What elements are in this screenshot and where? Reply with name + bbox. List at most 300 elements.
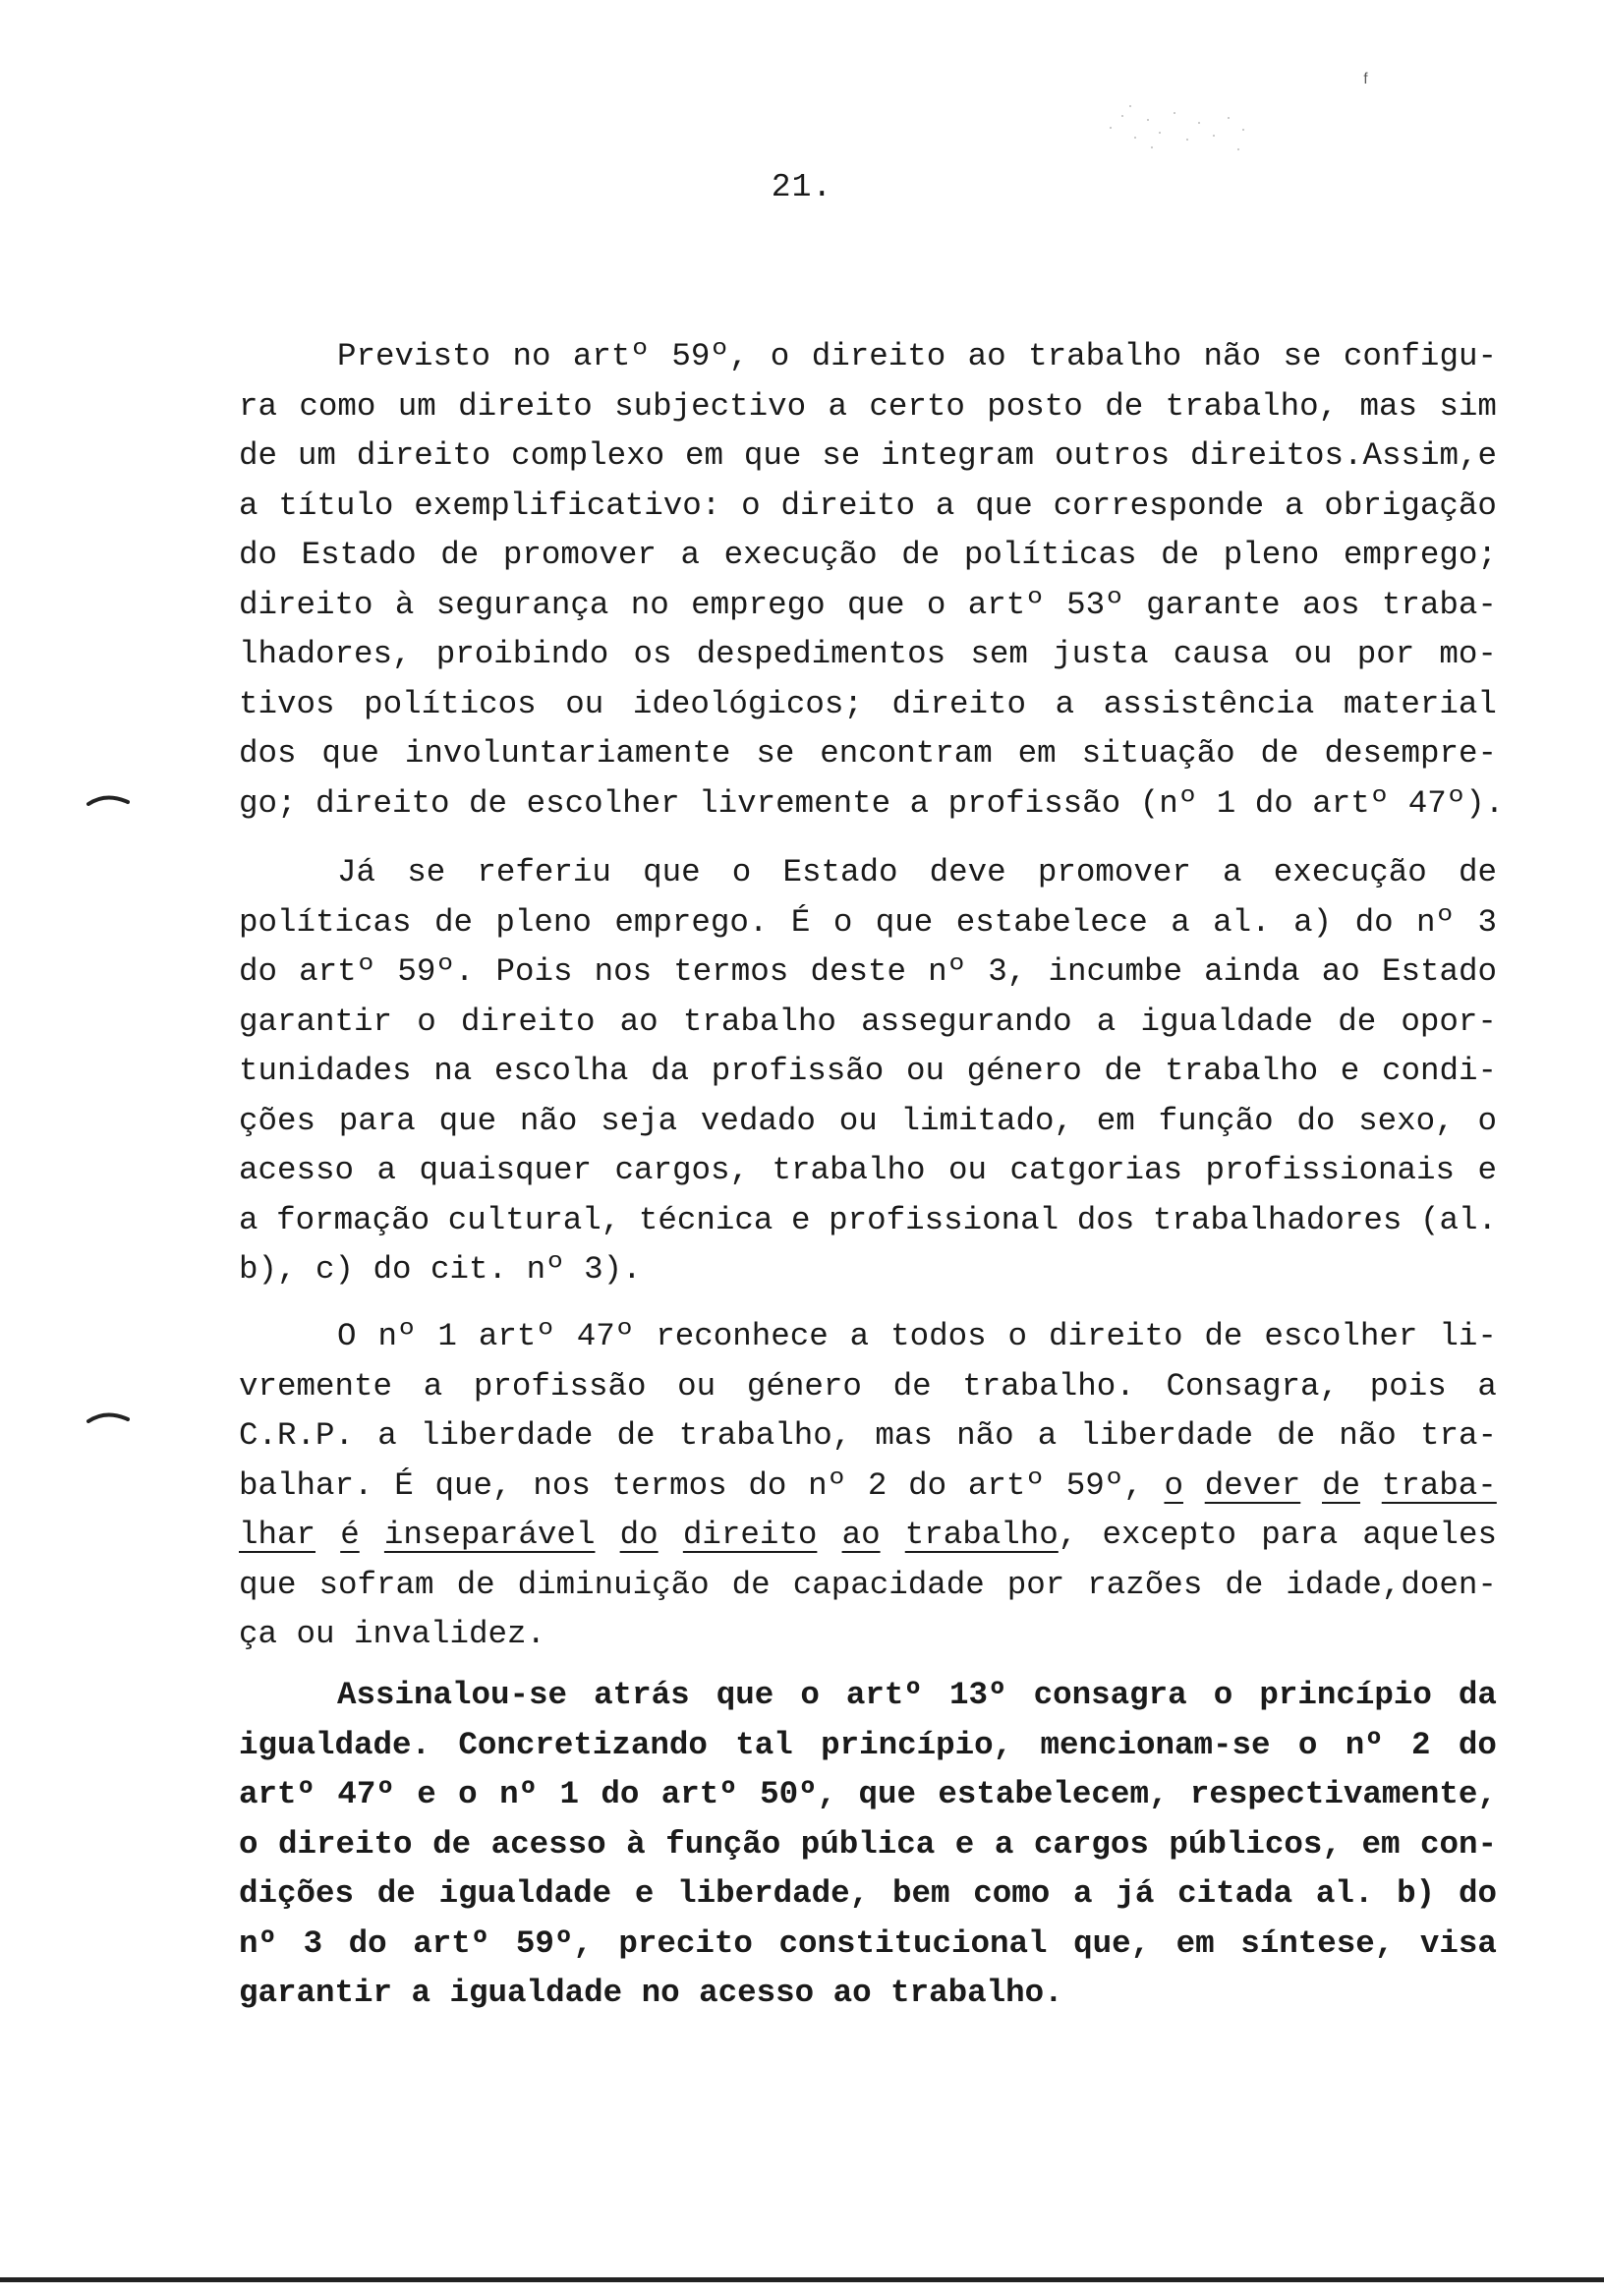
word: pois (1369, 1367, 1447, 1405)
word: respectivamente, (1189, 1776, 1497, 1812)
word: outros (1055, 437, 1171, 474)
word: con- (1419, 1825, 1497, 1863)
page-number: 21. (771, 169, 833, 205)
word: direito (682, 1517, 818, 1553)
word: igualdade. (239, 1726, 431, 1763)
word: direito (780, 487, 916, 524)
word: excepto (1102, 1517, 1237, 1553)
word: ou (677, 1367, 716, 1405)
word: do (908, 1466, 947, 1504)
text-line (239, 1047, 1497, 1097)
text-line (239, 729, 1497, 779)
word: cit. (430, 1251, 508, 1288)
word: igualdade (438, 1875, 612, 1912)
text-line (239, 1196, 1497, 1246)
word: vremente (239, 1367, 393, 1405)
word: mas (875, 1417, 933, 1454)
word: al. (1315, 1875, 1374, 1912)
word: pleno (1223, 537, 1320, 573)
word: do (1458, 1875, 1497, 1912)
word: a (1037, 1417, 1058, 1454)
word: Estado (301, 537, 417, 573)
word: mo- (1439, 636, 1497, 672)
word: nº (499, 1776, 539, 1812)
word: da (651, 1053, 690, 1089)
word: de (433, 903, 473, 941)
word: 59º, (515, 1924, 593, 1962)
word: um (397, 387, 436, 425)
word: de (1161, 537, 1200, 573)
word: de (239, 437, 278, 474)
word: não (519, 1102, 578, 1139)
word: o (1477, 1102, 1497, 1139)
word: ou (565, 685, 604, 722)
word: ou (905, 1053, 945, 1089)
text-line (239, 581, 1497, 631)
word: a (411, 1975, 431, 2011)
word: b) (1397, 1875, 1436, 1912)
word: inseparável (383, 1517, 596, 1553)
word: subjectivo (614, 387, 807, 425)
word: direito (278, 1825, 413, 1863)
word: políticas (963, 537, 1137, 573)
word: termos (611, 1466, 727, 1504)
word: que, (434, 1466, 512, 1504)
word: traba- (1381, 586, 1497, 623)
word: que (716, 1677, 774, 1713)
word: no (630, 586, 669, 623)
word: artº (967, 586, 1045, 623)
text-line (239, 431, 1497, 482)
word: a (935, 487, 955, 524)
word: o (1007, 1318, 1028, 1354)
word: garante (1146, 586, 1281, 623)
word: segurança (435, 586, 609, 623)
word: o (1213, 1677, 1233, 1713)
word: capacidade (792, 1566, 985, 1603)
word: do (748, 1466, 787, 1504)
word: 59º, (1065, 1466, 1143, 1504)
word: li- (1439, 1318, 1497, 1354)
word: a (828, 387, 848, 425)
paragraph-1 (239, 332, 1505, 829)
word: trabalho (1028, 338, 1182, 374)
word: 53º (1066, 586, 1124, 623)
word: de (1277, 1417, 1316, 1454)
word: da (1458, 1677, 1497, 1713)
word: pública (800, 1825, 936, 1863)
word: complexo (511, 437, 665, 474)
word: o (417, 1003, 436, 1040)
word: a (376, 1152, 397, 1188)
word: a (239, 1201, 258, 1238)
word: função (665, 1825, 781, 1863)
word: dos (1076, 1201, 1135, 1238)
word: assistência (1103, 685, 1315, 722)
word: profissão (947, 784, 1121, 822)
word: profissão (473, 1367, 647, 1405)
word: se (1283, 338, 1322, 374)
word: trabalho, (1165, 387, 1339, 425)
word: incumbe (1048, 953, 1182, 990)
word: involuntariamente (404, 735, 731, 772)
word: e (1340, 1053, 1360, 1089)
word: na (433, 1053, 473, 1089)
word: quaisquer (419, 1152, 593, 1188)
word: o (731, 854, 752, 890)
text-line (239, 1362, 1497, 1412)
word: artº (572, 338, 650, 374)
word: trabalho, (904, 1517, 1078, 1553)
word: seja (601, 1102, 678, 1139)
word: de (1322, 1466, 1361, 1504)
bottom-rule (0, 2277, 1604, 2282)
word: artº (478, 1318, 555, 1354)
word: cultural, (447, 1201, 621, 1238)
word: garantir (239, 1003, 393, 1040)
word: configu- (1343, 338, 1497, 374)
word: a (239, 487, 258, 524)
word: e (417, 1776, 436, 1812)
word: direito (315, 784, 450, 822)
word: género (966, 1053, 1082, 1089)
word: no (641, 1975, 680, 2011)
text-line (239, 332, 1497, 382)
word: deste (810, 953, 906, 990)
word: aqueles (1362, 1517, 1497, 1553)
word: trabalhadores (1152, 1201, 1403, 1238)
word: nº (239, 1924, 278, 1962)
word: o (458, 1776, 478, 1812)
word: a (994, 1825, 1014, 1863)
word: a (1171, 903, 1190, 941)
word: nº (526, 1251, 565, 1288)
word: síntese, (1240, 1924, 1395, 1962)
word: proibindo (435, 636, 609, 672)
text-line (239, 482, 1497, 532)
word: ao (619, 1003, 659, 1040)
word: direito (239, 586, 373, 623)
paragraph-3 (239, 1312, 1497, 1660)
word: nº (928, 953, 967, 990)
word: no (512, 338, 551, 374)
word: a (1073, 1875, 1093, 1912)
word: em (1175, 1924, 1215, 1962)
word: profissional (829, 1201, 1060, 1238)
word: igualdade (449, 1975, 623, 2011)
word: 3). (584, 1251, 642, 1288)
word: visa (1419, 1924, 1497, 1962)
word: sim (1439, 387, 1497, 425)
word: formação (276, 1201, 430, 1238)
word: de (456, 1566, 495, 1603)
word: tivos (239, 685, 335, 722)
word: ções (239, 1102, 316, 1139)
word: que (975, 487, 1033, 524)
word: promover (502, 537, 657, 573)
text-line (239, 1411, 1497, 1462)
word: ou (296, 1616, 335, 1652)
word: não (956, 1417, 1014, 1454)
corner-mark: ᶠ (1359, 71, 1373, 95)
word: trabalho. (890, 1975, 1063, 2011)
word: assegurando (861, 1003, 1072, 1040)
word: limitado, (900, 1102, 1074, 1139)
word: sexo, (1358, 1102, 1455, 1139)
word: 2 (1411, 1726, 1431, 1763)
word: integram (881, 437, 1035, 474)
text-line (239, 680, 1497, 730)
word: e (1477, 1152, 1497, 1188)
word: pleno (495, 903, 592, 941)
word: políticos (364, 685, 537, 722)
word: sem (970, 636, 1028, 672)
margin-mark-1 (86, 792, 130, 806)
text-line (239, 947, 1497, 998)
word: o (832, 903, 853, 941)
word: bem (891, 1875, 950, 1912)
word: despedimentos (696, 636, 946, 672)
word: direito (356, 437, 491, 474)
word: do (1296, 1102, 1336, 1139)
word: Concretizando (458, 1726, 708, 1763)
word: por (1006, 1566, 1065, 1603)
word: vedado (700, 1102, 816, 1139)
scan-speckles (1101, 98, 1258, 157)
word: de (376, 1875, 416, 1912)
word: nº (1416, 903, 1456, 941)
text-line (239, 1671, 1497, 1721)
word: de (901, 537, 941, 573)
word: de (1105, 387, 1144, 425)
word: Previsto (337, 338, 491, 374)
word: que (743, 437, 802, 474)
word: termos (673, 953, 789, 990)
word: ou (838, 1102, 878, 1139)
word: razões (1087, 1566, 1203, 1603)
word: do (1254, 784, 1293, 822)
word: profissionais (1205, 1152, 1456, 1188)
word: invalidez. (354, 1616, 546, 1652)
word: Consagra, (1166, 1367, 1340, 1405)
word: de (1338, 1003, 1377, 1040)
word: o (800, 1677, 820, 1713)
word: função (1158, 1102, 1274, 1139)
word: o (770, 338, 790, 374)
word: obrigação (1324, 487, 1497, 524)
word: ra (239, 387, 278, 425)
text-line (239, 1462, 1497, 1512)
word: do (239, 537, 278, 573)
word: deve (929, 854, 1006, 890)
word: em (1361, 1825, 1401, 1863)
word: liberdade (1080, 1417, 1253, 1454)
word: causa (1173, 636, 1270, 672)
word: 3 (303, 1924, 323, 1962)
word: profissão (711, 1053, 885, 1089)
word: escolher (1264, 1318, 1418, 1354)
word: estabelece (955, 903, 1148, 941)
word: lhar (239, 1517, 316, 1553)
word: artº (845, 1677, 923, 1713)
word: ao (967, 338, 1006, 374)
word: execução (723, 537, 878, 573)
word: dições (239, 1875, 355, 1912)
word: 2 (867, 1466, 888, 1504)
word: em (1096, 1102, 1135, 1139)
word: promover (1037, 854, 1191, 890)
word: execução (1273, 854, 1427, 890)
word: à (394, 586, 415, 623)
word: tunidades (239, 1053, 412, 1089)
text-line (239, 998, 1497, 1048)
word: 59º, (671, 338, 749, 374)
text-line (239, 1312, 1497, 1362)
word: trabalho (1165, 1053, 1319, 1089)
word: precito (618, 1924, 753, 1962)
word: al. (1213, 903, 1271, 941)
word: e (790, 1201, 811, 1238)
word: trabalho, (678, 1417, 852, 1454)
text-line (239, 1721, 1497, 1771)
word: traba- (1381, 1466, 1497, 1504)
word: garantir (239, 1975, 393, 2011)
word: a (680, 537, 701, 573)
word: liberdade (420, 1417, 594, 1454)
word: a (423, 1367, 443, 1405)
word: balhar. (239, 1466, 373, 1504)
word: desempre- (1324, 735, 1497, 772)
word: livremente (699, 784, 891, 822)
word: do (372, 1251, 412, 1288)
word: emprego. (614, 903, 769, 941)
text-line (239, 1511, 1497, 1561)
word: diminuição (517, 1566, 710, 1603)
word: ao (1321, 953, 1360, 990)
word: artº (1312, 784, 1390, 822)
word: o (1297, 1726, 1318, 1763)
text-line (239, 531, 1497, 581)
word: citada (1177, 1875, 1293, 1912)
word: os (633, 636, 672, 672)
word: referiu (477, 854, 611, 890)
word: já (1116, 1875, 1155, 1912)
word: o (239, 1825, 258, 1863)
text-line (239, 1969, 1497, 2019)
word: 47º (576, 1318, 635, 1354)
word: de (1225, 1566, 1264, 1603)
word: direito (1048, 1318, 1183, 1354)
word: material (1343, 685, 1497, 722)
word: políticas (239, 903, 412, 941)
word: mas (1359, 387, 1418, 425)
word: (nº (1139, 784, 1198, 822)
word: 1 (437, 1318, 457, 1354)
word: ça (239, 1616, 278, 1652)
word: Já (337, 854, 376, 890)
word: a (377, 1417, 397, 1454)
word: acesso (239, 1152, 355, 1188)
text-line (239, 1869, 1497, 1920)
word: ou (1293, 636, 1333, 672)
word: reconhece (656, 1318, 829, 1354)
word: e (954, 1825, 975, 1863)
word: nos (594, 953, 653, 990)
word: atrás (594, 1677, 690, 1713)
word: como (299, 387, 376, 425)
word: trabalho. (962, 1367, 1135, 1405)
word: cargos (1033, 1825, 1149, 1863)
word: à (626, 1825, 646, 1863)
word: técnica (638, 1201, 773, 1238)
word: a (909, 784, 930, 822)
word: que (847, 586, 905, 623)
word: o (741, 487, 761, 524)
text-line (239, 1820, 1497, 1870)
word: trabalho (682, 1003, 836, 1040)
word: 13º (949, 1677, 1007, 1713)
word: certo (869, 387, 965, 425)
word: que (239, 1566, 297, 1603)
word: se (822, 437, 861, 474)
word: direitos.Assim,e (1189, 437, 1497, 474)
word: nº (808, 1466, 847, 1504)
word: tal (735, 1726, 793, 1763)
word: nº (377, 1318, 417, 1354)
word: que (858, 1776, 917, 1812)
word: Assinalou-se (337, 1677, 568, 1713)
word: ao (832, 1975, 872, 2011)
word: (al. (1419, 1201, 1497, 1238)
word: tra- (1419, 1417, 1497, 1454)
word: dever (1204, 1466, 1301, 1504)
word: acesso (699, 1975, 815, 2011)
word: por (1356, 636, 1415, 672)
word: de (892, 1367, 932, 1405)
word: se (407, 854, 446, 890)
word: 59º. (397, 953, 475, 990)
word: e (634, 1875, 655, 1912)
word: a (1284, 487, 1304, 524)
word: 1 (1216, 784, 1236, 822)
text-line (239, 898, 1497, 948)
word: de (1458, 854, 1497, 890)
word: consagra (1033, 1677, 1187, 1713)
word: todos (890, 1318, 987, 1354)
word: o (1164, 1466, 1183, 1504)
word: acesso (490, 1825, 606, 1863)
text-line (239, 779, 1505, 830)
word: direito (811, 338, 946, 374)
word: que, (1073, 1924, 1151, 1962)
word: liberdade, (677, 1875, 870, 1912)
word: a (1096, 1003, 1117, 1040)
word: situação (1081, 735, 1235, 772)
word: de (731, 1566, 771, 1603)
word: igualdade (1140, 1003, 1314, 1040)
word: do (239, 953, 278, 990)
word: posto (987, 387, 1083, 425)
word: princípio, (821, 1726, 1013, 1763)
word: que (643, 854, 701, 890)
word: artº (660, 1776, 738, 1812)
word: 47º). (1407, 784, 1505, 822)
word: o (926, 586, 946, 623)
word: Estado (782, 854, 898, 890)
word: c) (315, 1251, 355, 1288)
word: Pois (495, 953, 573, 990)
word: em (1017, 735, 1057, 772)
